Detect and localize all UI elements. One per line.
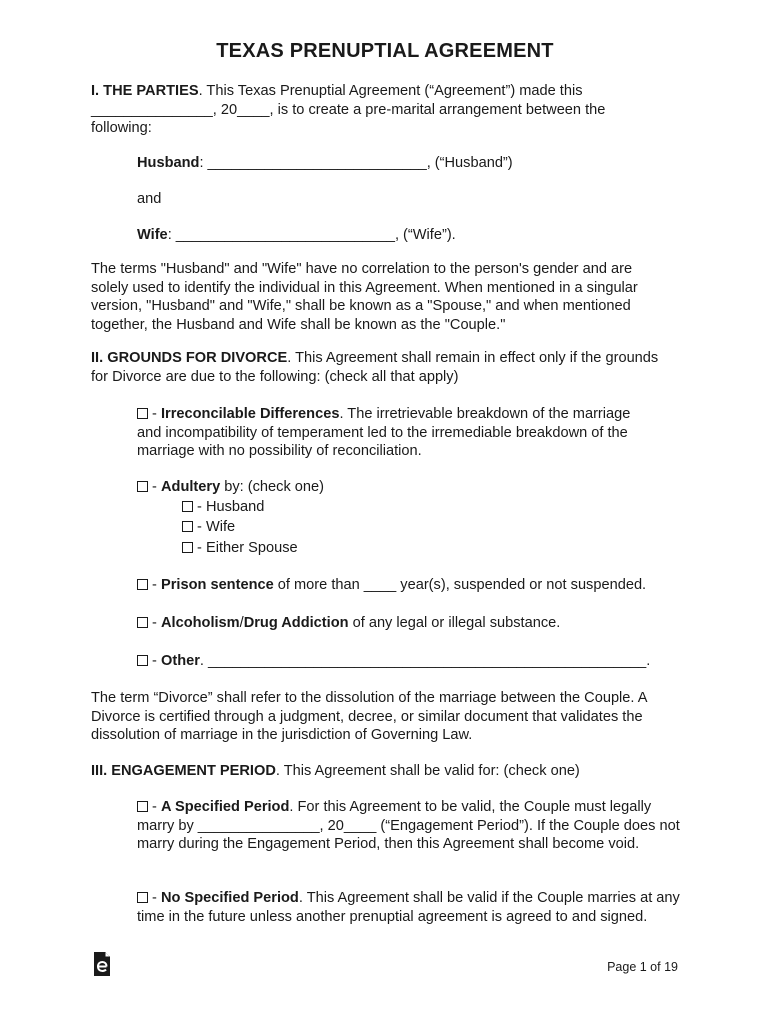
dash: - <box>148 890 161 906</box>
other-checkbox[interactable] <box>137 655 148 666</box>
dash: - <box>148 653 161 669</box>
slash: / <box>239 615 244 631</box>
husband-line <box>137 154 513 173</box>
other-item <box>137 652 650 671</box>
grounds-intro <box>91 349 691 386</box>
no-specified-period-text: . This Agreement shall be valid if the Couple marries at any time in the future unless another prenuptial agreement is agreed to and signed. <box>137 890 680 925</box>
specified-period-checkbox[interactable] <box>137 801 148 812</box>
parties-text-2: _______________, 20____, is to create a pre-marital arrangement between the <box>91 101 606 118</box>
dash: - <box>148 615 161 631</box>
wife-line <box>137 226 456 245</box>
no-specified-period-checkbox[interactable] <box>137 892 148 903</box>
adultery-checkbox[interactable] <box>137 481 148 492</box>
adultery-wife-checkbox[interactable] <box>182 521 193 532</box>
prison-item <box>137 576 646 595</box>
engagement-heading: III. ENGAGEMENT PERIOD <box>91 763 276 779</box>
alcohol-checkbox[interactable] <box>137 617 148 628</box>
grounds-intro-2: for Divorce are due to the following: (check all that apply) <box>91 368 459 385</box>
grounds-heading: II. GROUNDS FOR DIVORCE <box>91 350 288 366</box>
irreconcilable-text: . The irretrievable breakdown of the marriage and incompatibility of temperament led to the irremediable breakdown of the marriage with no possibility of reconciliation. <box>137 406 631 459</box>
dash: - <box>148 799 161 815</box>
engagement-intro-text: . This Agreement shall be valid for: (check one) <box>275 763 580 779</box>
wife-blank[interactable]: : ___________________________, (“Wife”). <box>167 227 456 243</box>
adultery-husband-checkbox[interactable] <box>182 501 193 512</box>
dash: - <box>193 540 206 556</box>
no-specified-period-label: No Specified Period <box>160 890 299 906</box>
drug-label: Drug Addiction <box>243 615 349 631</box>
prison-checkbox[interactable] <box>137 579 148 590</box>
engagement-intro <box>91 762 580 781</box>
no-specified-period-item <box>137 889 687 926</box>
wife-label: Wife <box>137 227 168 243</box>
specified-period-item <box>137 798 685 854</box>
parties-text-3: following: <box>91 120 152 136</box>
dash: - <box>148 479 161 495</box>
adultery-option-label: Wife <box>205 519 236 535</box>
adultery-either-checkbox[interactable] <box>182 542 193 553</box>
adultery-option-label: Either Spouse <box>205 540 298 556</box>
other-label: Other <box>160 653 200 669</box>
parties-intro <box>91 82 691 138</box>
parties-heading: I. THE PARTIES <box>91 83 199 99</box>
adultery-label: Adultery <box>160 479 221 495</box>
husband-blank[interactable]: : ___________________________, (“Husband”) <box>199 155 513 171</box>
specified-period-text: . For this Agreement to be valid, the Couple must legally marry by _______________, 20____ (“Engagement Period”). If the Couple does not marry during the Engagement Period, then this Agreement shall become void. <box>137 799 680 852</box>
dash: - <box>148 577 161 593</box>
document-title: TEXAS PRENUPTIAL AGREEMENT <box>216 40 554 62</box>
adultery-option-husband <box>182 498 264 517</box>
dash: - <box>148 406 161 422</box>
adultery-item <box>137 478 324 497</box>
prison-label: Prison sentence <box>160 577 274 593</box>
irreconcilable-label: Irreconcilable Differences <box>160 406 340 422</box>
dash: - <box>193 519 206 535</box>
parties-text-1: . This Texas Prenuptial Agreement (“Agreement”) made this <box>198 83 583 99</box>
prison-text: of more than ____ year(s), suspended or not suspended. <box>273 577 647 593</box>
divorce-definition: The term “Divorce” shall refer to the dissolution of the marriage between the Couple. A Divorce is certified through a judgment, decree, or similar document that validates the dissolution of marriage in the jurisdiction of Governing Law. <box>91 690 647 743</box>
specified-period-label: A Specified Period <box>160 799 290 815</box>
adultery-option-wife <box>182 518 235 537</box>
adultery-text: by: (check one) <box>220 479 325 495</box>
alcohol-label: Alcoholism <box>160 615 240 631</box>
adultery-option-label: Husband <box>205 499 265 515</box>
terms-paragraph: The terms "Husband" and "Wife" have no correlation to the person's gender and are solely used to identify the individual in this Agreement. When mentioned in a singular version, "Husband" and "Wife," shall be known as a "Spouse," and when mentioned together, the Husband and Wife shall be known as the "Couple." <box>91 261 638 333</box>
husband-label: Husband <box>137 155 200 171</box>
grounds-intro-1: . This Agreement shall remain in effect only if the grounds <box>287 350 659 366</box>
irreconcilable-item <box>137 405 657 461</box>
dash: - <box>193 499 206 515</box>
alcohol-text: of any legal or illegal substance. <box>348 615 561 631</box>
other-text[interactable]: . ______________________________________________________. <box>199 653 651 669</box>
and-text: and <box>137 191 162 207</box>
page-number: Page 1 of 19 <box>607 960 678 974</box>
alcohol-item <box>137 614 560 633</box>
irreconcilable-checkbox[interactable] <box>137 408 148 419</box>
eforms-logo-icon <box>92 951 112 977</box>
adultery-option-either <box>182 539 298 558</box>
